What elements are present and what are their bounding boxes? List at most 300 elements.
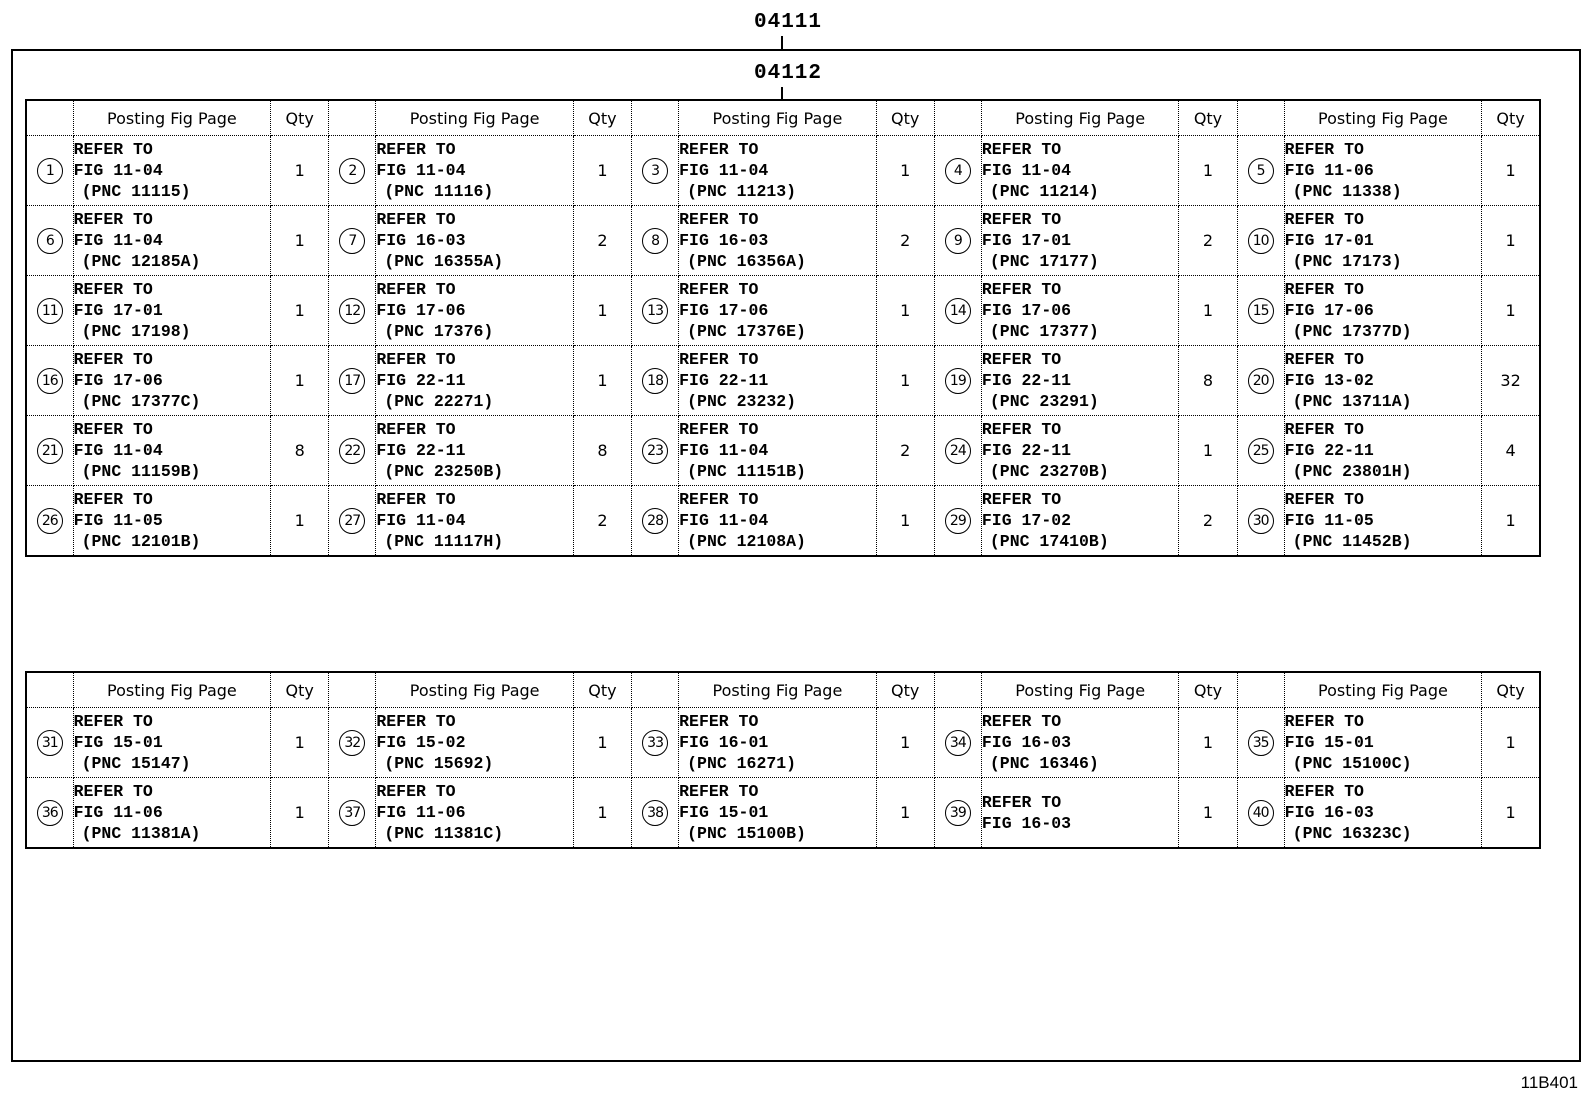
circled-item-number: 17: [339, 368, 365, 394]
qty-cell: 1: [271, 206, 329, 276]
fig-page-text: FIG 11-04: [376, 511, 466, 530]
header-blank-cell: [632, 672, 679, 708]
fig-page-text: FIG 17-06: [1284, 301, 1374, 320]
circled-item-number: 18: [642, 368, 668, 394]
refer-to-text: REFER TO: [376, 280, 456, 299]
qty-cell: 32: [1482, 346, 1540, 416]
reference-cell: [73, 708, 271, 778]
fig-page-text: FIG 16-03: [1284, 803, 1374, 822]
reference-cell: [73, 206, 271, 276]
fig-page-text: FIG 11-04: [73, 441, 163, 460]
refer-to-text: REFER TO: [376, 350, 456, 369]
table-row: [26, 346, 1540, 416]
circled-item-number: 30: [1248, 508, 1274, 534]
circled-item-number: 16: [37, 368, 63, 394]
assembly-code-04112: 04112: [754, 62, 823, 85]
pnc-text: (PNC 11213): [687, 182, 797, 201]
circled-item-number: 5: [1248, 158, 1274, 184]
reference-cell: [376, 276, 574, 346]
fig-page-text: FIG 17-01: [73, 301, 163, 320]
circled-item-number: 34: [945, 730, 971, 756]
header-blank-cell: [26, 100, 73, 136]
reference-cell: [981, 136, 1179, 206]
qty-cell: 1: [1482, 778, 1540, 849]
pnc-text: (PNC 17377): [989, 322, 1099, 341]
header-qty: Qty: [573, 672, 631, 708]
header-qty: Qty: [271, 672, 329, 708]
item-number-cell: [632, 778, 679, 849]
fig-page-text: FIG 16-01: [679, 733, 769, 752]
reference-cell: [679, 206, 877, 276]
reference-cell: [1284, 486, 1482, 557]
table-row: [26, 206, 1540, 276]
refer-to-text: REFER TO: [1284, 140, 1364, 159]
pnc-text: (PNC 23270B): [989, 462, 1109, 481]
header-qty: Qty: [876, 672, 934, 708]
qty-cell: 1: [1179, 778, 1237, 849]
pnc-text: (PNC 11452B): [1292, 532, 1412, 551]
circled-item-number: 10: [1248, 228, 1274, 254]
item-number-cell: [329, 276, 376, 346]
fig-page-text: FIG 11-04: [679, 161, 769, 180]
pnc-text: (PNC 11338): [1292, 182, 1402, 201]
header-qty: Qty: [1482, 672, 1540, 708]
circled-item-number: 24: [945, 438, 971, 464]
fig-page-text: FIG 11-04: [73, 161, 163, 180]
pnc-text: (PNC 12108A): [687, 532, 806, 551]
pnc-text: (PNC 23250B): [384, 462, 504, 481]
qty-cell: 1: [271, 486, 329, 557]
fig-page-text: FIG 17-06: [376, 301, 466, 320]
header-blank-cell: [632, 100, 679, 136]
circled-item-number: 3: [642, 158, 668, 184]
reference-cell: [73, 276, 271, 346]
fig-page-text: FIG 15-02: [376, 733, 466, 752]
parts-reference-table-2: [25, 671, 1541, 849]
qty-cell: 1: [271, 708, 329, 778]
circled-item-number: 1: [37, 158, 63, 184]
reference-cell: [376, 206, 574, 276]
fig-page-text: FIG 16-03: [679, 231, 769, 250]
qty-cell: 1: [876, 276, 934, 346]
item-number-cell: [329, 486, 376, 557]
header-qty: Qty: [876, 100, 934, 136]
circled-item-number: 39: [945, 800, 971, 826]
pnc-text: (PNC 15100B): [687, 824, 806, 843]
header-posting-fig-page: Posting Fig Page: [73, 100, 271, 136]
item-number-cell: [632, 136, 679, 206]
refer-to-text: REFER TO: [981, 210, 1062, 229]
item-number-cell: [26, 206, 73, 276]
pnc-text: (PNC 17376): [384, 322, 494, 341]
header-row: [26, 672, 1540, 708]
table-row: [26, 416, 1540, 486]
header-row: [26, 100, 1540, 136]
fig-page-text: FIG 11-06: [376, 803, 466, 822]
reference-cell: [981, 486, 1179, 557]
parts-reference-table-1: [25, 99, 1541, 557]
header-posting-fig-page: Posting Fig Page: [679, 100, 877, 136]
refer-to-text: REFER TO: [376, 140, 456, 159]
refer-to-text: REFER TO: [981, 792, 1062, 812]
qty-cell: 1: [1482, 486, 1540, 557]
circled-item-number: 26: [37, 508, 63, 534]
reference-cell: [679, 708, 877, 778]
table-row: [26, 136, 1540, 206]
qty-cell: 1: [1482, 136, 1540, 206]
fig-page-text: FIG 15-01: [73, 733, 163, 752]
qty-cell: 1: [271, 276, 329, 346]
qty-cell: 1: [1179, 416, 1237, 486]
reference-cell: [376, 416, 574, 486]
refer-to-text: REFER TO: [981, 420, 1062, 439]
item-number-cell: [632, 346, 679, 416]
pnc-text: (PNC 16355A): [384, 252, 504, 271]
item-number-cell: [934, 346, 981, 416]
refer-to-text: REFER TO: [1284, 782, 1364, 801]
item-number-cell: [1237, 486, 1284, 557]
item-number-cell: [26, 416, 73, 486]
header-blank-cell: [934, 672, 981, 708]
figure-code: 11B401: [1520, 1073, 1578, 1092]
circled-item-number: 23: [642, 438, 668, 464]
reference-cell: [376, 778, 574, 849]
item-number-cell: [329, 206, 376, 276]
assembly-code-04111: 04111: [754, 11, 823, 34]
qty-cell: 1: [876, 346, 934, 416]
pnc-text: (PNC 17410B): [989, 532, 1109, 551]
refer-to-text: REFER TO: [1284, 210, 1364, 229]
pnc-text: (PNC 16271): [687, 754, 797, 773]
reference-cell: [73, 778, 271, 849]
circled-item-number: 33: [642, 730, 668, 756]
pnc-text: (PNC 22271): [384, 392, 494, 411]
item-number-cell: [26, 486, 73, 557]
reference-cell: [981, 346, 1179, 416]
pnc-text: (PNC 11381A): [81, 824, 201, 843]
reference-cell: [1284, 346, 1482, 416]
circled-item-number: 28: [642, 508, 668, 534]
leader-line-04111: [781, 36, 783, 49]
qty-cell: 1: [1179, 276, 1237, 346]
reference-cell: [679, 136, 877, 206]
qty-cell: 2: [573, 486, 631, 557]
qty-cell: 1: [573, 136, 631, 206]
item-number-cell: [1237, 346, 1284, 416]
header-posting-fig-page: Posting Fig Page: [981, 100, 1179, 136]
qty-cell: 1: [573, 778, 631, 849]
qty-cell: 1: [876, 708, 934, 778]
qty-cell: 2: [1179, 206, 1237, 276]
pnc-text: (PNC 15692): [384, 754, 494, 773]
reference-cell: [1284, 416, 1482, 486]
refer-to-text: REFER TO: [981, 140, 1062, 159]
circled-item-number: 35: [1248, 730, 1274, 756]
refer-to-text: REFER TO: [1284, 712, 1364, 731]
reference-cell: [1284, 136, 1482, 206]
refer-to-text: REFER TO: [679, 210, 759, 229]
refer-to-text: REFER TO: [679, 712, 759, 731]
qty-cell: 1: [573, 708, 631, 778]
pnc-text: (PNC 11117H): [384, 532, 504, 551]
refer-to-text: REFER TO: [376, 782, 456, 801]
qty-cell: 2: [876, 206, 934, 276]
reference-cell: [981, 276, 1179, 346]
circled-item-number: 27: [339, 508, 365, 534]
fig-page-text: FIG 17-06: [679, 301, 769, 320]
reference-cell: [981, 416, 1179, 486]
table-row: [26, 276, 1540, 346]
pnc-text: (PNC 23291): [989, 392, 1099, 411]
header-blank-cell: [1237, 100, 1284, 136]
refer-to-text: REFER TO: [376, 210, 456, 229]
fig-page-text: FIG 11-04: [679, 441, 769, 460]
item-number-cell: [329, 136, 376, 206]
item-number-cell: [632, 486, 679, 557]
reference-cell: [1284, 708, 1482, 778]
fig-page-text: FIG 16-03: [376, 231, 466, 250]
pnc-text: (PNC 17173): [1292, 252, 1402, 271]
qty-cell: 2: [573, 206, 631, 276]
item-number-cell: [1237, 708, 1284, 778]
item-number-cell: [329, 708, 376, 778]
reference-cell: [1284, 206, 1482, 276]
item-number-cell: [1237, 778, 1284, 849]
item-number-cell: [632, 416, 679, 486]
item-number-cell: [329, 778, 376, 849]
circled-item-number: 36: [37, 800, 63, 826]
fig-page-text: FIG 11-04: [679, 511, 769, 530]
header-posting-fig-page: Posting Fig Page: [679, 672, 877, 708]
reference-cell: [981, 206, 1179, 276]
header-qty: Qty: [1179, 100, 1237, 136]
refer-to-text: REFER TO: [73, 280, 153, 299]
item-number-cell: [934, 486, 981, 557]
item-number-cell: [1237, 136, 1284, 206]
fig-page-text: FIG 15-01: [1284, 733, 1374, 752]
reference-cell: [73, 416, 271, 486]
pnc-text: (PNC 11116): [384, 182, 494, 201]
header-posting-fig-page: Posting Fig Page: [1284, 100, 1482, 136]
pnc-text: (PNC 16356A): [687, 252, 806, 271]
item-number-cell: [26, 778, 73, 849]
reference-cell: [1284, 778, 1482, 849]
item-number-cell: [632, 206, 679, 276]
fig-page-text: FIG 17-06: [981, 301, 1072, 320]
reference-cell: [73, 346, 271, 416]
refer-to-text: REFER TO: [679, 350, 759, 369]
header-blank-cell: [329, 100, 376, 136]
header-qty: Qty: [271, 100, 329, 136]
item-number-cell: [26, 136, 73, 206]
circled-item-number: 13: [642, 298, 668, 324]
reference-cell: [376, 708, 574, 778]
table-row: [26, 778, 1540, 849]
refer-to-text: REFER TO: [679, 140, 759, 159]
circled-item-number: 19: [945, 368, 971, 394]
pnc-text: (PNC 11381C): [384, 824, 504, 843]
pnc-text: (PNC 11159B): [81, 462, 201, 481]
header-qty: Qty: [1179, 672, 1237, 708]
qty-cell: 1: [271, 346, 329, 416]
header-posting-fig-page: Posting Fig Page: [376, 100, 574, 136]
refer-to-text: REFER TO: [376, 490, 456, 509]
pnc-text: (PNC 17376E): [687, 322, 806, 341]
qty-cell: 1: [271, 136, 329, 206]
qty-cell: 1: [876, 486, 934, 557]
reference-cell: [981, 708, 1179, 778]
fig-page-text: FIG 22-11: [679, 371, 769, 390]
header-posting-fig-page: Posting Fig Page: [1284, 672, 1482, 708]
circled-item-number: 7: [339, 228, 365, 254]
fig-page-text: FIG 11-05: [1284, 511, 1374, 530]
refer-to-text: REFER TO: [73, 140, 153, 159]
item-number-cell: [934, 778, 981, 849]
qty-cell: 1: [876, 778, 934, 849]
circled-item-number: 8: [642, 228, 668, 254]
refer-to-text: REFER TO: [376, 712, 456, 731]
refer-to-text: REFER TO: [73, 782, 153, 801]
circled-item-number: 31: [37, 730, 63, 756]
reference-cell: [73, 486, 271, 557]
item-number-cell: [934, 708, 981, 778]
pnc-text: (PNC 13711A): [1292, 392, 1412, 411]
qty-cell: 1: [1482, 708, 1540, 778]
refer-to-text: REFER TO: [981, 712, 1062, 731]
fig-page-text: FIG 11-06: [1284, 161, 1374, 180]
fig-page-text: FIG 11-04: [981, 161, 1072, 180]
refer-to-text: REFER TO: [376, 420, 456, 439]
reference-cell: [679, 416, 877, 486]
circled-item-number: 4: [945, 158, 971, 184]
circled-item-number: 6: [37, 228, 63, 254]
reference-cell: [1284, 276, 1482, 346]
circled-item-number: 2: [339, 158, 365, 184]
pnc-text: (PNC 23801H): [1292, 462, 1412, 481]
qty-cell: 1: [1179, 136, 1237, 206]
header-qty: Qty: [573, 100, 631, 136]
qty-cell: 2: [876, 416, 934, 486]
circled-item-number: 37: [339, 800, 365, 826]
refer-to-text: REFER TO: [1284, 350, 1364, 369]
reference-cell: [376, 486, 574, 557]
pnc-text: (PNC 17377C): [81, 392, 201, 411]
pnc-text: (PNC 11214): [989, 182, 1099, 201]
fig-page-text: FIG 11-04: [73, 231, 163, 250]
refer-to-text: REFER TO: [981, 350, 1062, 369]
fig-page-text: FIG 15-01: [679, 803, 769, 822]
reference-cell: [679, 778, 877, 849]
pnc-text: (PNC 12101B): [81, 532, 201, 551]
qty-cell: 4: [1482, 416, 1540, 486]
refer-to-text: REFER TO: [73, 210, 153, 229]
circled-item-number: 12: [339, 298, 365, 324]
fig-page-text: FIG 17-02: [981, 511, 1072, 530]
refer-to-text: REFER TO: [981, 490, 1062, 509]
fig-page-text: FIG 11-04: [376, 161, 466, 180]
qty-cell: 1: [1482, 206, 1540, 276]
circled-item-number: 29: [945, 508, 971, 534]
circled-item-number: 38: [642, 800, 668, 826]
pnc-text: (PNC 23232): [687, 392, 797, 411]
header-qty: Qty: [1482, 100, 1540, 136]
fig-page-text: FIG 11-06: [73, 803, 163, 822]
item-number-cell: [1237, 276, 1284, 346]
fig-page-text: FIG 16-03: [981, 733, 1072, 752]
item-number-cell: [934, 276, 981, 346]
qty-cell: 1: [1179, 708, 1237, 778]
qty-cell: 2: [1179, 486, 1237, 557]
item-number-cell: [329, 416, 376, 486]
refer-to-text: REFER TO: [981, 280, 1062, 299]
circled-item-number: 14: [945, 298, 971, 324]
pnc-text: (PNC 15147): [81, 754, 191, 773]
refer-to-text: REFER TO: [679, 782, 759, 801]
item-number-cell: [1237, 206, 1284, 276]
header-blank-cell: [934, 100, 981, 136]
fig-page-text: FIG 22-11: [1284, 441, 1374, 460]
circled-item-number: 22: [339, 438, 365, 464]
circled-item-number: 40: [1248, 800, 1274, 826]
header-blank-cell: [329, 672, 376, 708]
reference-cell: [73, 136, 271, 206]
refer-to-text: REFER TO: [73, 420, 153, 439]
table-row: [26, 486, 1540, 557]
refer-to-text: REFER TO: [679, 280, 759, 299]
refer-to-text: REFER TO: [73, 350, 153, 369]
qty-cell: 1: [876, 136, 934, 206]
item-number-cell: [632, 708, 679, 778]
fig-page-text: FIG 13-02: [1284, 371, 1374, 390]
refer-to-text: REFER TO: [1284, 280, 1364, 299]
pnc-text: (PNC 17377D): [1292, 322, 1412, 341]
fig-page-text: FIG 17-06: [73, 371, 163, 390]
qty-cell: 8: [271, 416, 329, 486]
reference-cell: [679, 486, 877, 557]
reference-cell: [376, 346, 574, 416]
pnc-text: (PNC 11115): [81, 182, 191, 201]
fig-page-text: FIG 22-11: [376, 441, 466, 460]
pnc-text: (PNC 11151B): [687, 462, 806, 481]
item-number-cell: [26, 708, 73, 778]
qty-cell: 1: [271, 778, 329, 849]
circled-item-number: 25: [1248, 438, 1274, 464]
item-number-cell: [1237, 416, 1284, 486]
reference-cell: [376, 136, 574, 206]
fig-page-text: FIG 17-01: [981, 231, 1072, 250]
fig-page-text: FIG 22-11: [376, 371, 466, 390]
refer-to-text: REFER TO: [679, 490, 759, 509]
item-number-cell: [329, 346, 376, 416]
qty-cell: 1: [573, 346, 631, 416]
pnc-text: (PNC 15100C): [1292, 754, 1412, 773]
item-number-cell: [934, 416, 981, 486]
circled-item-number: 32: [339, 730, 365, 756]
reference-cell: [981, 778, 1179, 849]
refer-to-text: REFER TO: [1284, 490, 1364, 509]
circled-item-number: 9: [945, 228, 971, 254]
item-number-cell: [934, 136, 981, 206]
item-number-cell: [26, 276, 73, 346]
pnc-text: (PNC 17198): [81, 322, 191, 341]
circled-item-number: 20: [1248, 368, 1274, 394]
table-row: [26, 708, 1540, 778]
pnc-text: (PNC 16346): [989, 754, 1099, 773]
qty-cell: 8: [573, 416, 631, 486]
refer-to-text: REFER TO: [679, 420, 759, 439]
header-blank-cell: [26, 672, 73, 708]
circled-item-number: 15: [1248, 298, 1274, 324]
